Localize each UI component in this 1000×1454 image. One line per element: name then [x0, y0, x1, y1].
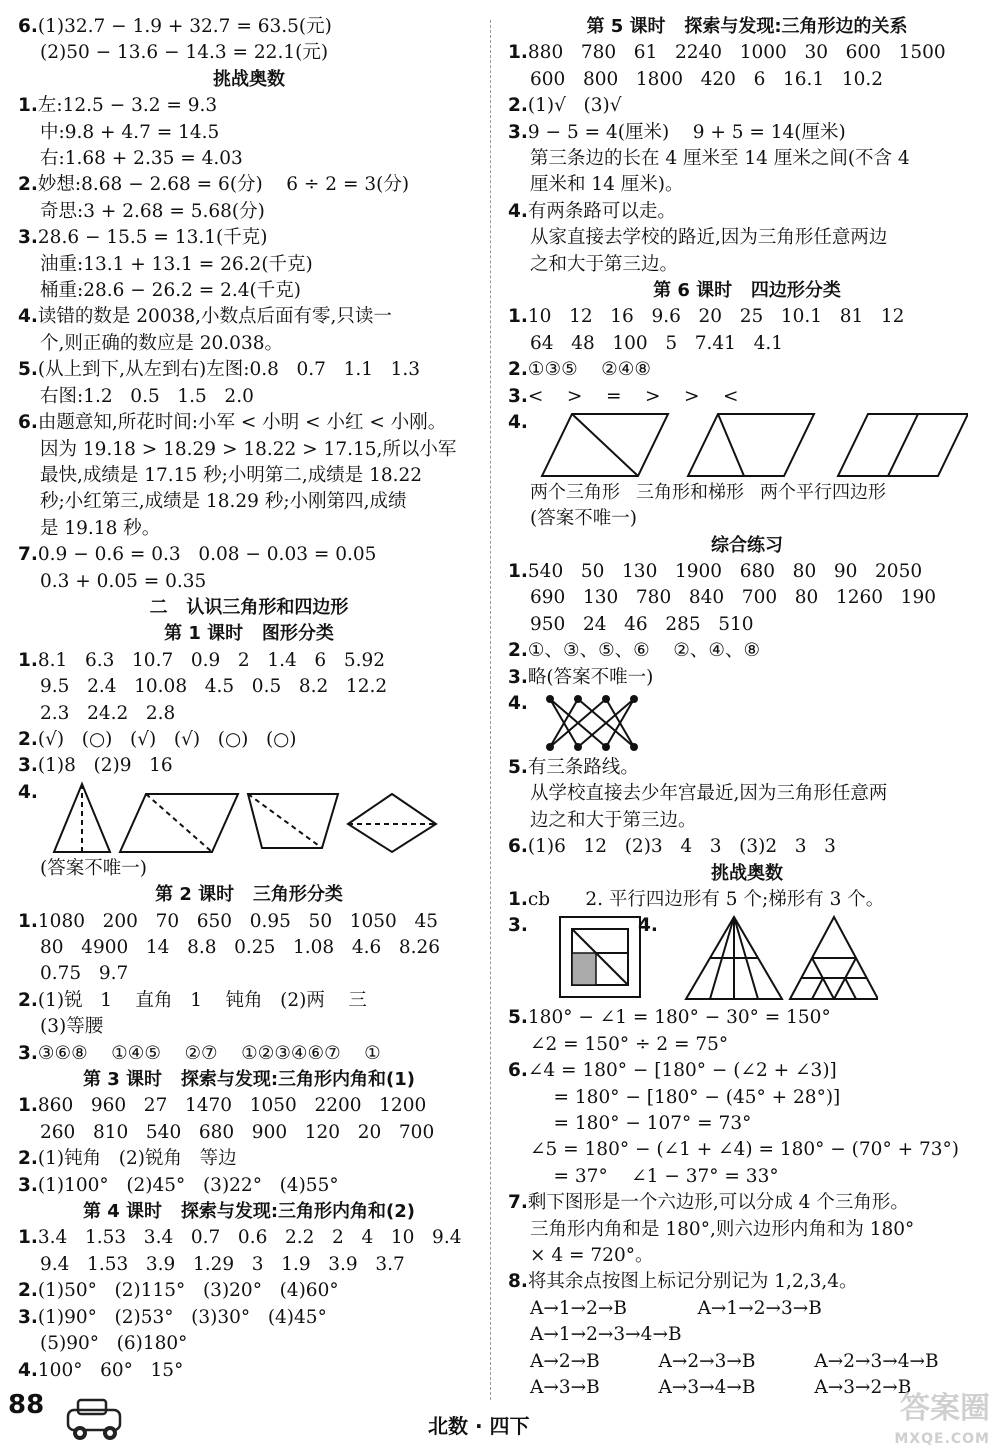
- question-number: 4.: [508, 200, 528, 222]
- question-number: 3.: [18, 755, 38, 777]
- question-number: 4.: [18, 306, 38, 328]
- question-number: 4.: [18, 781, 38, 803]
- question-number: 6.: [508, 836, 528, 858]
- answer-text: 有两条路可以走。: [527, 200, 676, 222]
- question-number: 3.: [508, 121, 528, 143]
- answer-continuation: [508, 585, 986, 611]
- car-icon: [60, 1396, 132, 1442]
- answer-continuation: [18, 1252, 480, 1278]
- question-number: 1.: [508, 42, 528, 64]
- answer-text: (3)等腰: [40, 1016, 104, 1038]
- answer-text: 之和大于第三边。: [530, 253, 679, 275]
- question-number: 2.: [508, 359, 528, 381]
- answer-line: [18, 1173, 480, 1199]
- question-number: 4.: [508, 412, 528, 434]
- answer-continuation: [508, 172, 986, 198]
- answer-line: [18, 1225, 480, 1251]
- answer-text: 是 19.18 秒。: [40, 517, 161, 539]
- answer-text: (答案不唯一): [530, 508, 637, 530]
- answer-line: [508, 357, 986, 383]
- answer-continuation: [18, 384, 480, 410]
- answer-line: [508, 199, 986, 225]
- answer-line: [508, 638, 986, 664]
- question-number: 1.: [18, 649, 38, 671]
- shaded-region: [572, 953, 596, 985]
- answer-text: 右:1.68 + 2.35 = 4.03: [40, 148, 243, 170]
- shape-outline: [248, 794, 338, 848]
- section-heading: 挑战奥数: [711, 862, 783, 884]
- shape-outline: [120, 794, 238, 852]
- question-number: 6.: [18, 16, 38, 37]
- question-number: 2.: [18, 989, 38, 1011]
- segment: [888, 414, 918, 476]
- answer-text: 三角形内角和是 180°,则六边形内角和为 180°: [530, 1218, 915, 1240]
- answer-continuation: [18, 961, 480, 987]
- answer-continuation: [508, 781, 986, 807]
- answer-text: ①③⑤ ②④⑧: [527, 359, 651, 381]
- answer-line: [508, 40, 986, 66]
- question-number: 3.: [508, 915, 528, 937]
- shapes-divided-figure: [48, 780, 448, 856]
- answer-text: 180° − ∠1 = 180° − 30° = 150°: [527, 1007, 831, 1029]
- answer-continuation: [18, 489, 480, 515]
- section-heading: 第 4 课时 探索与发现:三角形内角和(2): [82, 1201, 416, 1223]
- answer-text: (5)90° (6)180°: [40, 1333, 188, 1355]
- question-number: 1.: [508, 888, 528, 910]
- figure-caption: 两个平行四边形: [760, 482, 886, 504]
- answer-line: [18, 856, 480, 882]
- dashed-segment: [146, 794, 212, 852]
- answer-text: 剩下图形是一个六边形,可以分成 4 个三角形。: [527, 1192, 909, 1214]
- answer-text: 有三条路线。: [527, 756, 639, 778]
- answer-text: 桶重:28.6 − 26.2 = 2.4(千克): [40, 280, 301, 302]
- answer-text: 100° 60° 15°: [37, 1359, 184, 1381]
- answer-line: [508, 304, 986, 330]
- answer-text: (1)8 (2)9 16: [37, 755, 173, 777]
- answer-text: 2.3 24.2 2.8: [40, 702, 176, 724]
- answer-line: [18, 225, 480, 251]
- answer-continuation: [18, 1014, 480, 1040]
- figure-row: [508, 913, 986, 1005]
- answer-continuation: [18, 120, 480, 146]
- answer-line: [18, 1278, 480, 1304]
- answer-line: [508, 384, 986, 410]
- dot-connection-figure: [538, 691, 678, 755]
- answer-continuation: [18, 146, 480, 172]
- dot: [602, 743, 610, 751]
- answer-text: (1)50° (2)115° (3)20° (4)60°: [37, 1280, 339, 1302]
- answer-line: [18, 1093, 480, 1119]
- answer-text: A→2→B A→2→3→B A→2→3→4→B: [530, 1350, 939, 1372]
- answer-line: [508, 665, 986, 691]
- answer-continuation: [508, 612, 986, 638]
- answer-continuation: [508, 1296, 986, 1322]
- question-number: 8.: [508, 1271, 528, 1293]
- answer-text: ∠5 = 180° − (∠1 + ∠4) = 180° − (70° + 73°): [530, 1139, 959, 1161]
- answer-text: 3.4 1.53 3.4 0.7 0.6 2.2 2 4 10 9.4: [37, 1227, 462, 1249]
- question-number: 2.: [18, 1280, 38, 1302]
- question-number: 4.: [508, 692, 528, 714]
- dot: [630, 743, 638, 751]
- answer-line: [18, 1041, 480, 1067]
- answer-line: [18, 172, 480, 198]
- question-number: 3.: [18, 227, 38, 249]
- parallelogram-division-figure: [538, 410, 968, 480]
- answer-line: [508, 120, 986, 146]
- question-number: 1.: [18, 1095, 38, 1117]
- answer-text: 600 800 1800 420 6 16.1 10.2: [530, 68, 884, 90]
- question-number: 2.: [508, 640, 528, 662]
- question-number: 2.: [508, 95, 528, 117]
- figure-caption: 两个三角形: [530, 482, 620, 504]
- answer-text: (2)50 − 13.6 − 14.3 = 22.1(元): [40, 42, 329, 64]
- answer-continuation: [508, 1349, 986, 1375]
- answer-text: 80 4900 14 8.8 0.25 1.08 4.6 8.26: [40, 937, 441, 958]
- answer-text: ∠4 = 180° − [180° − (∠2 + ∠3)]: [527, 1060, 837, 1082]
- question-number: 7.: [18, 544, 38, 566]
- segment: [812, 978, 823, 999]
- column-divider: [490, 20, 491, 1400]
- answer-line: [508, 887, 986, 913]
- answer-text: 0.3 + 0.05 = 0.35: [40, 570, 207, 592]
- answer-continuation: [508, 1137, 986, 1163]
- figure-row: [18, 780, 480, 856]
- answer-text: 读错的数是 20038,小数点后面有零,只读一: [37, 306, 392, 328]
- answer-text: A→1→2→3→4→B: [530, 1324, 682, 1346]
- answer-text: 64 48 100 5 7.41 4.1: [530, 332, 783, 354]
- answer-text: 边之和大于第三边。: [530, 809, 697, 831]
- answer-continuation: [508, 1243, 986, 1269]
- answer-text: 厘米和 14 厘米)。: [530, 174, 684, 196]
- question-number: 1.: [18, 910, 38, 932]
- shape-outline: [688, 414, 814, 476]
- answer-text: 最快,成绩是 17.15 秒;小明第二,成绩是 18.22: [40, 464, 423, 486]
- answer-text: 从家直接去学校的路近,因为三角形任意两边: [530, 227, 888, 249]
- answer-line: [18, 988, 480, 1014]
- answer-text: ③⑥⑧ ①④⑤ ②⑦ ①②③④⑥⑦ ①: [37, 1042, 381, 1064]
- dot: [602, 695, 610, 703]
- answer-text: 860 960 27 1470 1050 2200 1200: [37, 1095, 427, 1117]
- answer-line: [18, 357, 480, 383]
- answer-text: ①、③、⑤、⑥ ②、④、⑧: [527, 640, 761, 662]
- answer-line: [508, 1005, 986, 1031]
- answer-line: [508, 1190, 986, 1216]
- answer-continuation: [508, 1085, 986, 1111]
- question-number: 5.: [508, 756, 528, 778]
- answer-text: 从学校直接去少年宫最近,因为三角形任意两: [530, 783, 888, 805]
- question-number: 1.: [18, 95, 38, 117]
- answer-line: [508, 755, 986, 781]
- answer-text: 9 − 5 = 4(厘米) 9 + 5 = 14(厘米): [527, 121, 846, 143]
- question-number: 4.: [638, 915, 658, 937]
- answer-text: < > = > > <: [527, 385, 739, 407]
- answer-continuation: [18, 463, 480, 489]
- right-column: [508, 14, 986, 1401]
- question-number: 3.: [508, 385, 528, 407]
- answer-text: (1)√ (3)√: [527, 95, 622, 117]
- question-number: 3.: [18, 1306, 38, 1328]
- question-number: 1.: [508, 560, 528, 582]
- answer-continuation: [18, 1331, 480, 1357]
- answer-continuation: [508, 146, 986, 172]
- question-number: 2.: [18, 174, 38, 196]
- segment: [718, 414, 744, 476]
- answer-text: (1)100° (2)45° (3)22° (4)55°: [37, 1174, 339, 1196]
- answer-text: 略(答案不唯一): [527, 666, 654, 688]
- answer-text: (1)90° (2)53° (3)30° (4)45°: [37, 1306, 327, 1328]
- dot: [574, 743, 582, 751]
- answer-text: ∠2 = 150° ÷ 2 = 75°: [530, 1033, 729, 1055]
- dot: [546, 695, 554, 703]
- answer-continuation: [18, 199, 480, 225]
- footer-label: 北数 · 四下: [428, 1414, 530, 1438]
- question-number: 1.: [508, 306, 528, 328]
- puzzle-figures: [538, 913, 878, 1005]
- answer-text: = 37° ∠1 − 37° = 33°: [530, 1165, 779, 1187]
- segment: [572, 414, 638, 476]
- answer-text: 右图:1.2 0.5 1.5 2.0: [40, 385, 254, 407]
- answer-text: (1)6 12 (2)3 4 3 (3)2 3 3: [527, 836, 836, 858]
- section-heading: 第 6 课时 四边形分类: [653, 280, 841, 302]
- answer-continuation: [508, 1111, 986, 1137]
- answer-text: 由题意知,所花时间:小军 < 小明 < 小红 < 小刚。: [37, 412, 447, 434]
- question-number: 2.: [18, 728, 38, 750]
- question-number: 6.: [508, 1060, 528, 1082]
- watermark-title: 答案圈: [900, 1391, 990, 1426]
- answer-text: (从上到下,从左到右)左图:0.8 0.7 1.1 1.3: [37, 359, 421, 381]
- answer-line: [18, 93, 480, 119]
- answer-text: (答案不唯一): [40, 857, 147, 879]
- answer-line: [508, 559, 986, 585]
- answer-text: 1080 200 70 650 0.95 50 1050 45: [37, 910, 438, 932]
- answer-text: 880 780 61 2240 1000 30 600 1500: [527, 42, 946, 64]
- answer-line: [508, 93, 986, 119]
- answer-continuation: [18, 569, 480, 595]
- answer-continuation: [508, 1217, 986, 1243]
- question-number: 3.: [18, 1174, 38, 1196]
- answer-text: 260 810 540 680 900 120 20 700: [40, 1121, 435, 1143]
- answer-text: 690 130 780 840 700 80 1260 190: [530, 587, 936, 609]
- section-heading: 第 5 课时 探索与发现:三角形边的关系: [586, 16, 908, 37]
- dot: [574, 695, 582, 703]
- answer-continuation: [508, 225, 986, 251]
- answer-continuation: [508, 331, 986, 357]
- answer-text: 左:12.5 − 3.2 = 9.3: [37, 95, 218, 117]
- dot: [546, 743, 554, 751]
- answer-continuation: [18, 40, 480, 66]
- answer-line: [18, 909, 480, 935]
- answer-text: 奇思:3 + 2.68 = 5.68(分): [40, 200, 265, 222]
- question-number: 7.: [508, 1192, 528, 1214]
- answer-text: A→1→2→B A→1→2→3→B: [530, 1297, 822, 1319]
- answer-text: 950 24 46 285 510: [530, 613, 754, 635]
- answer-continuation: [18, 935, 480, 961]
- page-footer: [0, 1388, 1000, 1449]
- answer-line: [18, 542, 480, 568]
- question-number: 4.: [18, 1359, 38, 1381]
- answer-text: 28.6 − 15.5 = 13.1(千克): [37, 227, 268, 249]
- answer-line: [18, 1305, 480, 1331]
- answer-text: A→3→B A→3→4→B A→3→2→B: [530, 1377, 912, 1399]
- answer-text: 0.75 9.7: [40, 963, 129, 985]
- answer-text: × 4 = 720°。: [530, 1245, 654, 1267]
- answer-text: (1)钝角 (2)锐角 等边: [37, 1148, 237, 1170]
- section-heading: 第 3 课时 探索与发现:三角形内角和(1): [82, 1069, 416, 1091]
- answer-continuation: [508, 1322, 986, 1348]
- dot: [630, 695, 638, 703]
- answer-continuation: [18, 278, 480, 304]
- watermark-logo: [894, 1391, 990, 1454]
- answer-line: [18, 648, 480, 674]
- answer-text: 9.5 2.4 10.08 4.5 0.5 8.2 12.2: [40, 676, 388, 698]
- answer-text: cb 2. 平行四边形有 5 个;梯形有 3 个。: [527, 888, 885, 910]
- answer-continuation: [508, 808, 986, 834]
- answer-continuation: [18, 1120, 480, 1146]
- question-number: 1.: [18, 1227, 38, 1249]
- question-number: 6.: [18, 412, 38, 434]
- segment: [845, 978, 856, 999]
- answer-text: 妙想:8.68 − 2.68 = 6(分) 6 ÷ 2 = 3(分): [37, 174, 410, 196]
- answer-text: 第三条边的长在 4 厘米至 14 厘米之间(不含 4: [530, 148, 910, 170]
- question-number: 2.: [18, 1148, 38, 1170]
- answer-continuation: [18, 331, 480, 357]
- section-heading: 挑战奥数: [213, 68, 285, 90]
- watermark-sub: MXQE.COM: [894, 1431, 990, 1447]
- answer-text: 540 50 130 1900 680 80 90 2050: [527, 560, 923, 582]
- page-number: 88: [8, 1390, 45, 1420]
- section-heading: 综合练习: [711, 534, 783, 556]
- figure-row: [508, 410, 986, 480]
- figure-caption: 三角形和梯形: [636, 482, 744, 504]
- question-number: 3.: [508, 666, 528, 688]
- answer-line: [18, 727, 480, 753]
- answer-text: (1)锐 1 直角 1 钝角 (2)两 三: [37, 989, 367, 1011]
- answer-text: 个,则正确的数应是 20.038。: [40, 332, 283, 354]
- answer-text: (√) (○) (√) (√) (○) (○): [37, 728, 297, 750]
- answer-continuation: [18, 437, 480, 463]
- answer-continuation: [508, 1164, 986, 1190]
- answer-continuation: [508, 1032, 986, 1058]
- answer-continuation: [18, 252, 480, 278]
- answer-text: 8.1 6.3 10.7 0.9 2 1.4 6 5.92: [37, 649, 386, 671]
- answer-text: 中:9.8 + 4.7 = 14.5: [40, 121, 220, 143]
- answer-text: 0.9 − 0.6 = 0.3 0.08 − 0.03 = 0.05: [37, 544, 377, 566]
- answer-continuation: [18, 674, 480, 700]
- answer-line: [508, 834, 986, 860]
- answer-continuation: [508, 252, 986, 278]
- question-number: 3.: [18, 1042, 38, 1064]
- figure-row: [508, 691, 986, 755]
- answer-line: [508, 506, 986, 532]
- answer-text: 因为 19.18 > 18.29 > 18.22 > 17.15,所以小军: [40, 438, 457, 460]
- answer-line: [18, 410, 480, 436]
- answer-line: [508, 1058, 986, 1084]
- answer-line: [18, 304, 480, 330]
- section-heading: 二 认识三角形和四边形: [149, 596, 349, 618]
- answer-text: 10 12 16 9.6 20 25 10.1 81 12: [527, 306, 905, 328]
- question-number: 5.: [508, 1007, 528, 1029]
- answer-text: 将其余点按图上标记分别记为 1,2,3,4。: [527, 1271, 858, 1293]
- answer-text: 9.4 1.53 3.9 1.29 3 1.9 3.9 3.7: [40, 1253, 405, 1275]
- answer-line: [18, 753, 480, 779]
- answer-line: [18, 1146, 480, 1172]
- left-column: [18, 14, 480, 1384]
- answer-text: 秒;小红第三,成绩是 18.29 秒;小刚第四,成绩: [40, 491, 407, 513]
- answer-line: [508, 1269, 986, 1295]
- answer-continuation: [18, 701, 480, 727]
- answer-text: = 180° − 107° = 73°: [530, 1113, 752, 1134]
- answer-text: 油重:13.1 + 13.1 = 26.2(千克): [40, 253, 313, 275]
- answer-text: = 180° − [180° − (45° + 28°)]: [530, 1086, 841, 1108]
- answer-continuation: [18, 516, 480, 542]
- question-number: 5.: [18, 359, 38, 381]
- section-heading: 第 1 课时 图形分类: [164, 623, 334, 645]
- figure-captions: [508, 480, 986, 506]
- answer-line: [18, 1358, 480, 1384]
- answer-text: (1)32.7 − 1.9 + 32.7 = 63.5(元): [37, 16, 332, 37]
- answer-line: [18, 14, 480, 40]
- section-heading: 第 2 课时 三角形分类: [155, 884, 343, 906]
- answer-continuation: [508, 67, 986, 93]
